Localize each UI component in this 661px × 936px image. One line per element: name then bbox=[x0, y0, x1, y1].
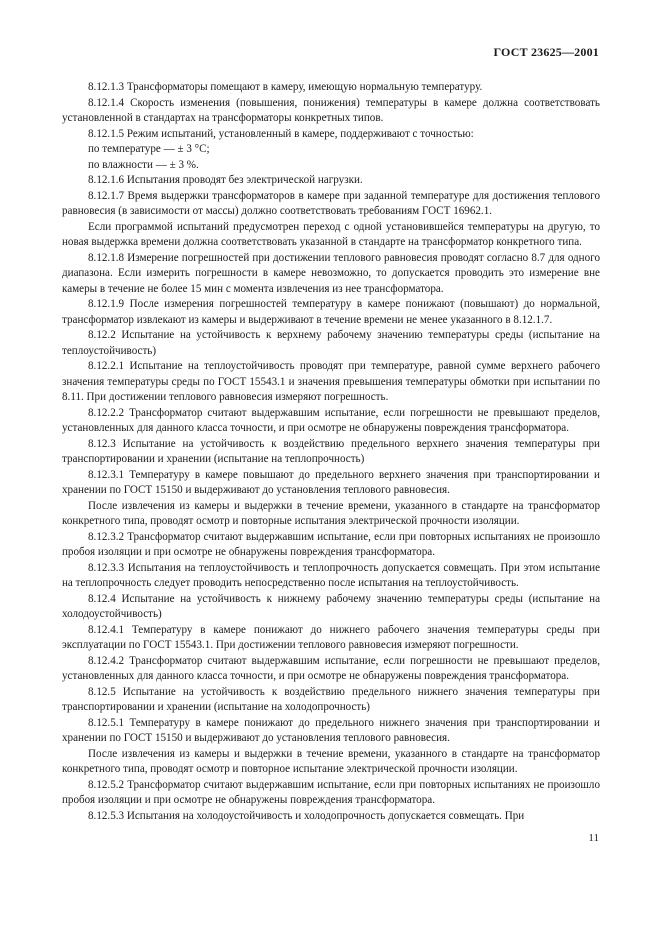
document-body bbox=[62, 80, 600, 824]
page-number: 11 bbox=[588, 832, 599, 844]
paragraph: 8.12.1.4 Скорость изменения (повышения, понижения) температуры в камере должна соответствовать установленной в стандартах на трансформаторы конкретных типов. bbox=[62, 96, 600, 124]
paragraph: Если программой испытаний предусмотрен переход с одной установившейся температуры на другую, то новая выдержка времени должна соответствовать указанной в стандарте на трансформатор конкретного типа. bbox=[62, 220, 600, 248]
paragraph: 8.12.5 Испытание на устойчивость к воздействию предельного нижнего значения температуры при транспортировании и хранении (испытание на холодопрочность) bbox=[62, 685, 600, 713]
paragraph: 8.12.3.3 Испытания на теплоустойчивость и теплопрочность допускается совмещать. При этом испытание на теплопрочность следует проводить непосредственно после испытания на теплоустойчивость. bbox=[62, 561, 600, 589]
paragraph: по влажности — ± 3 %. bbox=[88, 158, 199, 171]
paragraph: 8.12.5.3 Испытания на холодоустойчивость и холодопрочность допускается совмещать. При bbox=[88, 809, 525, 822]
paragraph: 8.12.3.1 Температуру в камере повышают до предельного верхнего значения при транспортировании и хранении по ГОСТ 15150 и выдерживают до установления теплового равновесия. bbox=[62, 468, 600, 496]
paragraph: 8.12.1.8 Измерение погрешностей при достижении теплового равновесия проводят согласно 8.7 для одного диапазона. Если измерить погрешности в камере невозможно, то допускается проводить это измерение вне камеры в течение не более 15 мин с момента извлечения из нее трансформатора. bbox=[62, 251, 600, 295]
paragraph: 8.12.1.3 Трансформаторы помещают в камеру, имеющую нормальную температуру. bbox=[88, 81, 483, 93]
paragraph: 8.12.1.7 Время выдержки трансформаторов в камере при заданной температуре для достижения теплового равновесия (в зависимости от массы) должно соответствовать требованиям ГОСТ 16962.1. bbox=[62, 189, 600, 217]
paragraph: 8.12.4.1 Температуру в камере понижают до нижнего рабочего значения температуры среды при эксплуатации по ГОСТ 15543.1. При достижении теплового равновесия измеряют погрешности. bbox=[62, 623, 600, 651]
paragraph: После извлечения из камеры и выдержки в течение времени, указанного в стандарте на трансформатор конкретного типа, проводят осмотр и повторное испытание электрической прочности изоляции. bbox=[62, 747, 600, 775]
paragraph: 8.12.4.2 Трансформатор считают выдержавшим испытание, если погрешности не превышают пределов, установленных для данного класса точности, и при осмотре не обнаружены повреждения трансформатора. bbox=[62, 654, 600, 682]
paragraph: 8.12.2.2 Трансформатор считают выдержавшим испытание, если погрешности не превышают пределов, установленных для данного класса точности, и при осмотре не обнаружены повреждения трансформатора. bbox=[62, 406, 600, 434]
paragraph: по температуре — ± 3 °С; bbox=[88, 143, 210, 155]
paragraph: 8.12.3 Испытание на устойчивость к воздействию предельного верхнего значения температуры при транспортировании и хранении (испытание на теплопрочность) bbox=[62, 437, 600, 465]
standard-header: ГОСТ 23625—2001 bbox=[493, 45, 599, 59]
paragraph: 8.12.5.1 Температуру в камере понижают до предельного нижнего значения при транспортировании и хранении по ГОСТ 15150 и выдерживают до установления теплового равновесия. bbox=[62, 716, 600, 744]
paragraph: 8.12.1.6 Испытания проводят без электрической нагрузки. bbox=[88, 174, 363, 186]
paragraph: После извлечения из камеры и выдержки в течение времени, указанного в стандарте на трансформатор конкретного типа, проводят осмотр и повторные испытания электрической прочности изоляции. bbox=[62, 499, 600, 527]
paragraph: 8.12.1.5 Режим испытаний, установленный в камере, поддерживают с точностью: bbox=[88, 127, 474, 140]
paragraph: 8.12.1.9 После измерения погрешностей температуру в камере понижают (повышают) до нормальной, трансформатор извлекают из камеры и выдерживают в течение времени не менее указанного в 8.12.1.7. bbox=[62, 298, 600, 326]
paragraph: 8.12.2 Испытание на устойчивость к верхнему рабочему значению температуры среды (испытание на теплоустойчивость) bbox=[62, 329, 600, 357]
paragraph: 8.12.2.1 Испытание на теплоустойчивость проводят при температуре, равной сумме верхнего рабочего значения температуры среды по ГОСТ 15543.1 и значения превышения температуры обмотки при испытании по 8.11. При достижении теплового равновесия измеряют погрешность. bbox=[62, 360, 600, 403]
paragraph: 8.12.4 Испытание на устойчивость к нижнему рабочему значению температуры среды (испытание на холодоустойчивость) bbox=[62, 592, 600, 620]
paragraph: 8.12.5.2 Трансформатор считают выдержавшим испытание, если при повторных испытаниях не произошло пробоя изоляции и при осмотре не обнаружены повреждения трансформатора. bbox=[62, 778, 600, 806]
paragraph: 8.12.3.2 Трансформатор считают выдержавшим испытание, если при повторных испытаниях не произошло пробоя изоляции и при осмотре не обнаружены повреждения трансформатора. bbox=[62, 530, 600, 558]
